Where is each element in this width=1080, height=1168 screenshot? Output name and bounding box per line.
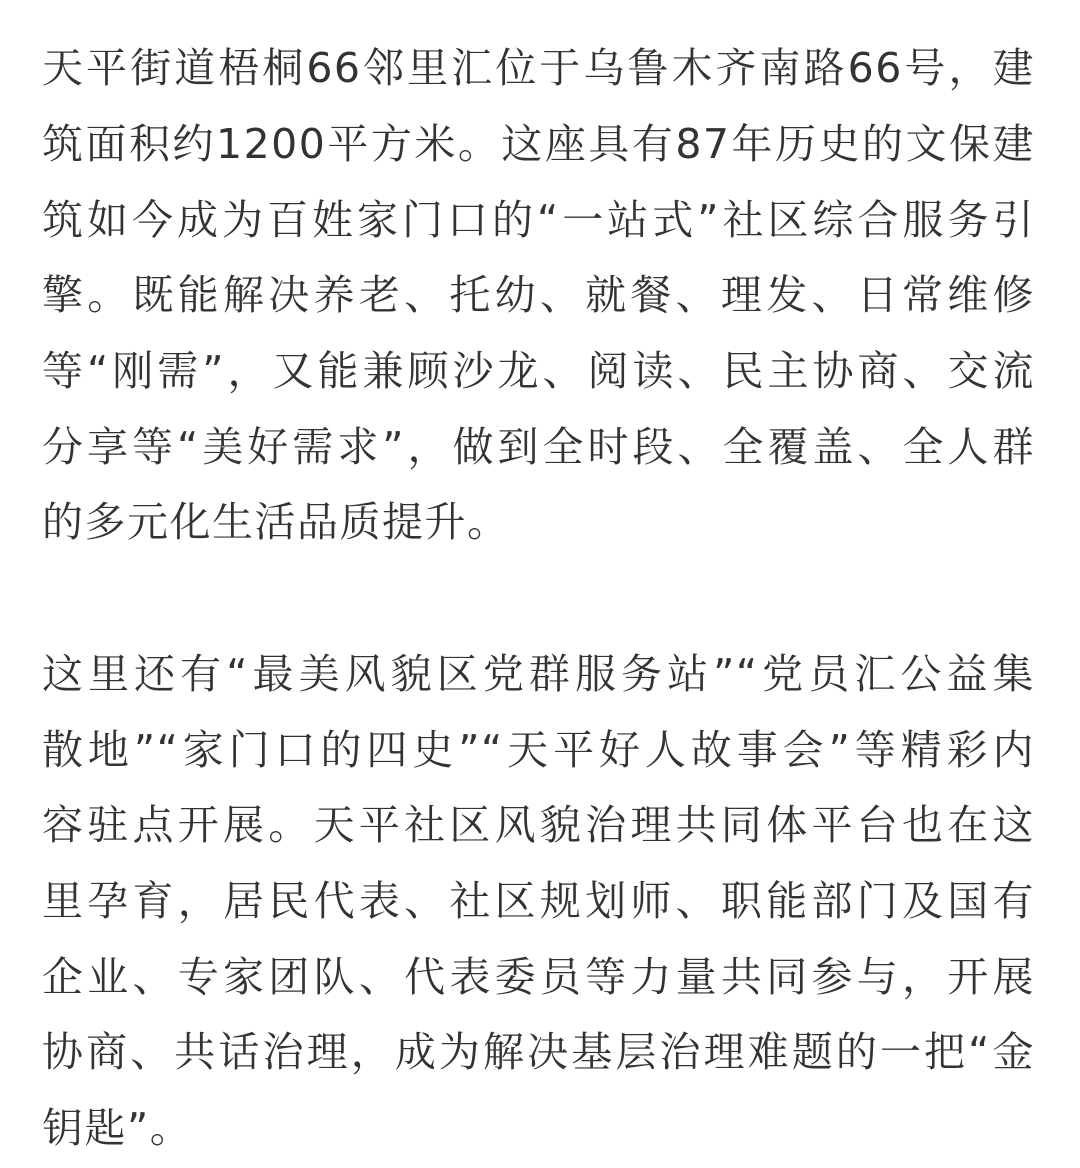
text-line: 协商、共话治理，成为解决基层治理难题的一把“金 [42, 1028, 1035, 1076]
text-line: 散地”“家门口的四史”“天平好人故事会”等精彩内 [42, 726, 1035, 774]
text-line: 容驻点开展。天平社区风貌治理共同体平台也在这 [42, 801, 1035, 849]
text-line: 分享等“美好需求”，做到全时段、全覆盖、全人群 [42, 423, 1035, 471]
text-line: 企业、专家团队、代表委员等力量共同参与，开展 [42, 953, 1035, 1001]
text-line: 这里还有“最美风貌区党群服务站”“党员汇公益集 [42, 650, 1035, 698]
text-line: 筑如今成为百姓家门口的“一站式”社区综合服务引 [42, 196, 1035, 244]
text-line: 擎。既能解决养老、托幼、就餐、理发、日常维修 [42, 271, 1035, 319]
text-line: 的多元化生活品质提升。 [42, 498, 510, 546]
text-line: 钥匙”。 [42, 1104, 193, 1152]
text-line: 天平街道梧桐66邻里汇位于乌鲁木齐南路66号，建 [42, 44, 1035, 92]
text-line: 筑面积约1200平方米。这座具有87年历史的文保建 [42, 120, 1035, 168]
text-line: 等“刚需”，又能兼顾沙龙、阅读、民主协商、交流 [42, 347, 1035, 395]
text-line: 里孕育，居民代表、社区规划师、职能部门及国有 [42, 877, 1035, 925]
